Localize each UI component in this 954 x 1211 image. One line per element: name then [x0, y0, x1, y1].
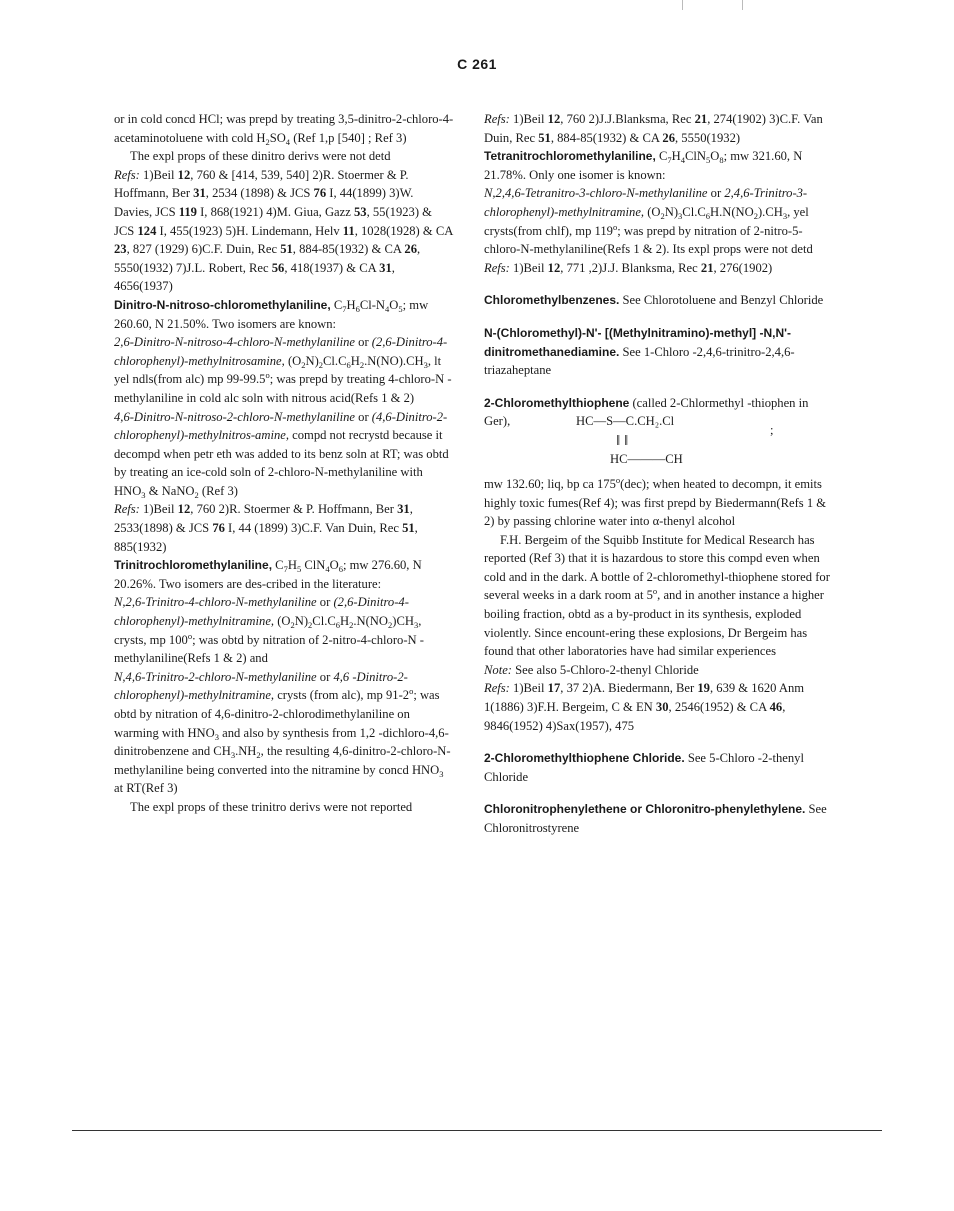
right-column: [484, 110, 836, 838]
left-paragraph: Trinitrochloromethylaniline, $C_7H_5$ $ClN_4O_6$; mw 276.60, N 20.26%. Two isomers are des-cribed in the literature:: [114, 558, 422, 591]
left-paragraph: 4,6-Dinitro-N-nitroso-2-chloro-N-methylaniline or (4,6-Dinitro-2-chlorophenyl)-methylnitros-amine, compd not recrystd because it decompd when petr eth was added to its benz soln at RT; was obtd by treating an ice-cold soln of 2-chloro-N-methylaniline with $HNO_3$ & NaNO$_2$ (Ref 3): [114, 409, 449, 500]
right-paragraph: 2-Chloromethylthiophene Chloride. See 5-Chloro -2-thenyl Chloride: [484, 751, 804, 784]
page-number: C 261: [457, 56, 497, 72]
bottom-rule: [72, 1130, 882, 1131]
left-paragraph: or in cold concd HCl; was prepd by treating 3,5-dinitro-2-chloro-4-acetaminotoluene with cold $H_2SO_4$ (Ref 1,p [540] ; Ref 3): [114, 112, 454, 147]
left-paragraph: Refs: 1)Beil 12, 760 2)R. Stoermer & P. Hoffmann, Ber 31, 2533(1898) & JCS 76 I, 44 (1899) 3)C.F. Van Duin, Rec 51, 885(1932): [114, 502, 418, 554]
left-paragraph: Dinitro-N-nitroso-chloromethylaniline, $C_7H_6Cl-N_4O_5$; mw 260.60, N 21.50%. Two isomers are known:: [114, 297, 429, 331]
left-paragraph: 2,6-Dinitro-N-nitroso-4-chloro-N-methylaniline or (2,6-Dinitro-4-chlorophenyl)-methylnitrosamine, $(O_2N)_2Cl.C_6H_2.N(NO).CH_3$, lt yel ndls(from alc) mp 99-99.5$^o$; was prepd by treating 4-chloro-N -methylaniline in cold alc soln with nitrous acid(Refs 1 & 2): [114, 335, 452, 405]
right-paragraph: N,2,4,6-Tetranitro-3-chloro-N-methylaniline or 2,4,6-Trinitro-3-chlorophenyl)-methylnitramine, $(O_2N)_3Cl.C_6H.N(NO_2).CH_3$, yel crysts(from chlf), mp 119$^o$; was prepd by nitration of 2-nitro-5-chloro-N-methylaniline(Refs 1 & 2). Its expl props were not detd: [484, 186, 813, 257]
right-paragraph: mw 132.60; liq, bp ca 175$^o$(dec); when heated to decompn, it emits highly toxic fumes(Ref 4); was first prepd by Biedermann(Refs 1 & 2) by passing chlorine water into α-thenyl alcohol: [484, 474, 827, 529]
left-paragraph: N,4,6-Trinitro-2-chloro-N-methylaniline or 4,6 -Dinitro-2-chlorophenyl)-methylnitramine, crysts (from alc), mp 91-2$^o$; was obtd by nitration of 4,6-dinitro-2-chlorodimethylaniline on warming with $HNO_3$ and also by synthesis from 1,2 -dichloro-4,6-dinitrobenzene and $CH_3.NH_2$, the resulting 4,6-dinitro-2-chloro-N-methylaniline being converted into the nitramine by concd $HNO_3$ at RT(Ref 3): [114, 669, 451, 796]
thiophene-structure: [484, 413, 836, 475]
right-paragraph: Refs: 1)Beil 12, 771 ,2)J.J. Blanksma, Rec 21, 276(1902): [484, 260, 773, 275]
left-column: [114, 110, 454, 817]
structure-bonds: ‖ ‖: [616, 432, 629, 449]
left-paragraph: The expl props of these dinitro derivs were not detd: [130, 149, 391, 164]
right-paragraph: F.H. Bergeim of the Squibb Institute for Medical Research has reported (Ref 3) that it is hazardous to store this compd even when cold and in the dark. A bottle of 2-chloromethyl-thiophene stored for several weeks in a dark room at 5$^o$, and in another instance a higher boiling fraction, obtd as a by-product in its synthesis, exploded violently. Since encount-ering these explosions, Dr Bergeim has found that other laboratories have had similar experiences: [484, 532, 830, 659]
right-paragraph: Chloronitrophenylethene or Chloronitro-phenylethylene. See Chloronitrostyrene: [484, 802, 827, 835]
structure-row1: HC—S—C.CH₂.Cl: [576, 413, 675, 428]
right-paragraph: Refs: 1)Beil 12, 760 2)J.J.Blanksma, Rec 21, 274(1902) 3)C.F. Van Duin, Rec 51, 884-85(1932) & CA 26, 5550(1932): [484, 112, 823, 145]
left-paragraph: Refs: 1)Beil 12, 760 & [414, 539, 540] 2)R. Stoermer & P. Hoffmann, Ber 31, 2534 (1898) & JCS 76 I, 44(1899) 3)W. Davies, JCS 119 I, 868(1921) 4)M. Giua, Gazz 53, 55(1923) & JCS 124 I, 455(1923) 5)H. Lindemann, Helv 11, 1028(1928) & CA 23, 827 (1929) 6)C.F. Duin, Rec 51, 884-85(1932) & CA 26, 5550(1932) 7)J.L. Robert, Rec 56, 418(1937) & CA 31, 4656(1937): [114, 167, 453, 294]
left-paragraph: N,2,6-Trinitro-4-chloro-N-methylaniline or (2,6-Dinitro-4-chlorophenyl)-methylnitramine, $(O_2N)_2Cl.C_6H_2.N(NO_2)CH_3$, crysts, mp 100$^o$; was obtd by nitration of 2-nitro-4-chloro-N -methylaniline(Refs 1 & 2) and: [114, 595, 424, 666]
right-paragraph: 2-Chloromethylthiophene (called 2-Chlormethyl -thiophen in Ger),: [484, 395, 809, 429]
left-paragraph: The expl props of these trinitro derivs were not reported: [130, 799, 413, 814]
structure-semicolon: ;: [770, 422, 774, 437]
right-paragraph: Chloromethylbenzenes. See Chlorotoluene and Benzyl Chloride: [484, 293, 824, 308]
right-paragraph: Refs: 1)Beil 17, 37 2)A. Biedermann, Ber 19, 639 & 1620 Anm 1(1886) 3)F.H. Bergeim, C & EN 30, 2546(1952) & CA 46, 9846(1952) 4)Sax(1957), 475: [484, 681, 805, 733]
right-paragraph: N-(Chloromethyl)-N'- [(Methylnitramino)-methyl] -N,N'-dinitromethanediamine. See 1-Chloro -2,4,6-trinitro-2,4,6-triazaheptane: [484, 325, 795, 378]
right-paragraph: Tetranitrochloromethylaniline, $C_7H_4ClN_5O_8$; mw 321.60, N 21.78%. Only one isomer is known:: [484, 149, 803, 182]
structure-row2: HC———CH: [610, 451, 683, 466]
right-paragraph: Note: See also 5-Chloro-2-thenyl Chloride: [484, 662, 699, 677]
